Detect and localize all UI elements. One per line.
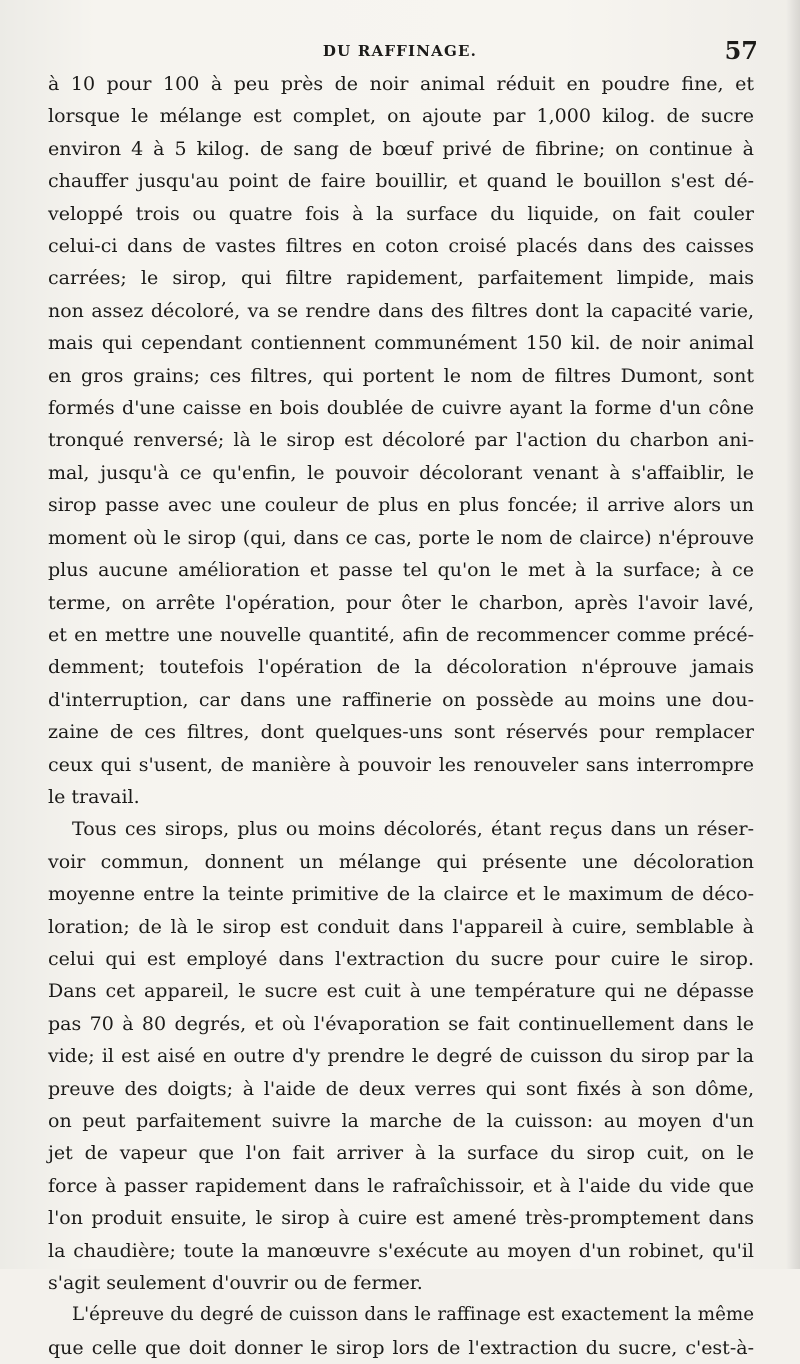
text-line: moyenne entre la teinte primitive de la clairce et le maximum de déco- bbox=[48, 883, 754, 906]
text-line: ceux qui s'usent, de manière à pouvoir les renouveler sans interrompre bbox=[48, 753, 754, 776]
text-line: sirop passe avec une couleur de plus en plus foncée; il arrive alors un bbox=[48, 494, 754, 517]
running-head bbox=[0, 36, 800, 66]
text-line: et en mettre une nouvelle quantité, afin de recommencer comme précé- bbox=[48, 623, 754, 646]
text-line: environ 4 à 5 kilog. de sang de bœuf privé de fibrine; on continue à bbox=[48, 137, 754, 160]
text-line: on peut parfaitement suivre la marche de la cuisson: au moyen d'un bbox=[48, 1110, 754, 1132]
paragraph-2 bbox=[48, 813, 754, 1299]
text-line: zaine de ces filtres, dont quelques-uns sont réservés pour remplacer bbox=[48, 721, 754, 744]
text-line: à 10 pour 100 à peu près de noir animal réduit en poudre fine, et bbox=[48, 73, 754, 95]
text-line: chauffer jusqu'au point de faire bouillir, et quand le bouillon s'est dé- bbox=[48, 170, 754, 193]
text-line: d'interruption, car dans une raffinerie on possède au moins une dou- bbox=[48, 688, 754, 711]
text-line: moment où le sirop (qui, dans ce cas, porte le nom de clairce) n'éprouve bbox=[48, 526, 754, 549]
text-line: demment; toutefois l'opération de la décoloration n'éprouve jamais bbox=[48, 656, 754, 679]
text-line: vide; il est aisé en outre d'y prendre le degré de cuisson du sirop par la bbox=[48, 1045, 754, 1068]
text-line: veloppé trois ou quatre fois à la surface du liquide, on fait couler bbox=[48, 202, 754, 225]
page-number: 57 bbox=[724, 36, 758, 65]
text-line: le travail. bbox=[48, 785, 140, 808]
text-line: mal, jusqu'à ce qu'enfin, le pouvoir décolorant venant à s'affaiblir, le bbox=[48, 461, 754, 484]
text-line: mais qui cependant contiennent communément 150 kil. de noir animal bbox=[48, 332, 754, 355]
text-line: celui qui est employé dans l'extraction du sucre pour cuire le sirop. bbox=[48, 947, 754, 970]
text-line: lorsque le mélange est complet, on ajoute par 1,000 kilog. de sucre bbox=[48, 105, 754, 128]
paragraph-1 bbox=[48, 68, 754, 813]
paragraph-3 bbox=[48, 1299, 754, 1364]
text-line: non assez décoloré, va se rendre dans des filtres dont la capacité varie, bbox=[48, 299, 754, 322]
text-line: Tous ces sirops, plus ou moins décolorés, étant reçus dans un réser- bbox=[72, 818, 754, 841]
text-line: plus aucune amélioration et passe tel qu'on le met à la surface; à ce bbox=[48, 559, 754, 582]
text-line: que celle que doit donner le sirop lors de l'extraction du sucre, c'est-à- bbox=[48, 1336, 754, 1359]
text-line: force à passer rapidement dans le rafraîchissoir, et à l'aide du vide que bbox=[48, 1174, 754, 1197]
text-line: formés d'une caisse en bois doublée de cuivre ayant la forme d'un cône bbox=[48, 397, 754, 420]
text-line: L'épreuve du degré de cuisson dans le raffinage est exactement la même bbox=[72, 1304, 754, 1326]
text-line: jet de vapeur que l'on fait arriver à la surface du sirop cuit, on le bbox=[48, 1142, 754, 1165]
text-line: s'agit seulement d'ouvrir ou de fermer. bbox=[48, 1272, 423, 1295]
running-title: DU RAFFINAGE. bbox=[322, 42, 478, 60]
text-line: voir commun, donnent un mélange qui présente une décoloration bbox=[48, 850, 754, 873]
text-line: Dans cet appareil, le sucre est cuit à une température qui ne dépasse bbox=[48, 980, 754, 1003]
text-line: tronqué renversé; là le sirop est décoloré par l'action du charbon ani- bbox=[48, 429, 754, 452]
text-line: preuve des doigts; à l'aide de deux verres qui sont fixés à son dôme, bbox=[48, 1077, 754, 1100]
body-text bbox=[48, 68, 754, 1364]
text-line: carrées; le sirop, qui filtre rapidement, parfaitement limpide, mais bbox=[48, 267, 754, 290]
text-line: celui-ci dans de vastes filtres en coton croisé placés dans des caisses bbox=[48, 235, 754, 258]
text-line: la chaudière; toute la manœuvre s'exécute au moyen d'un robinet, qu'il bbox=[48, 1239, 754, 1262]
text-line: l'on produit ensuite, le sirop à cuire est amené très-promptement dans bbox=[48, 1207, 754, 1230]
text-line: en gros grains; ces filtres, qui portent le nom de filtres Dumont, sont bbox=[48, 364, 754, 387]
text-line: terme, on arrête l'opération, pour ôter le charbon, après l'avoir lavé, bbox=[48, 591, 754, 614]
text-line: loration; de là le sirop est conduit dans l'appareil à cuire, semblable à bbox=[48, 915, 754, 938]
text-line: pas 70 à 80 degrés, et où l'évaporation se fait continuellement dans le bbox=[48, 1012, 754, 1035]
